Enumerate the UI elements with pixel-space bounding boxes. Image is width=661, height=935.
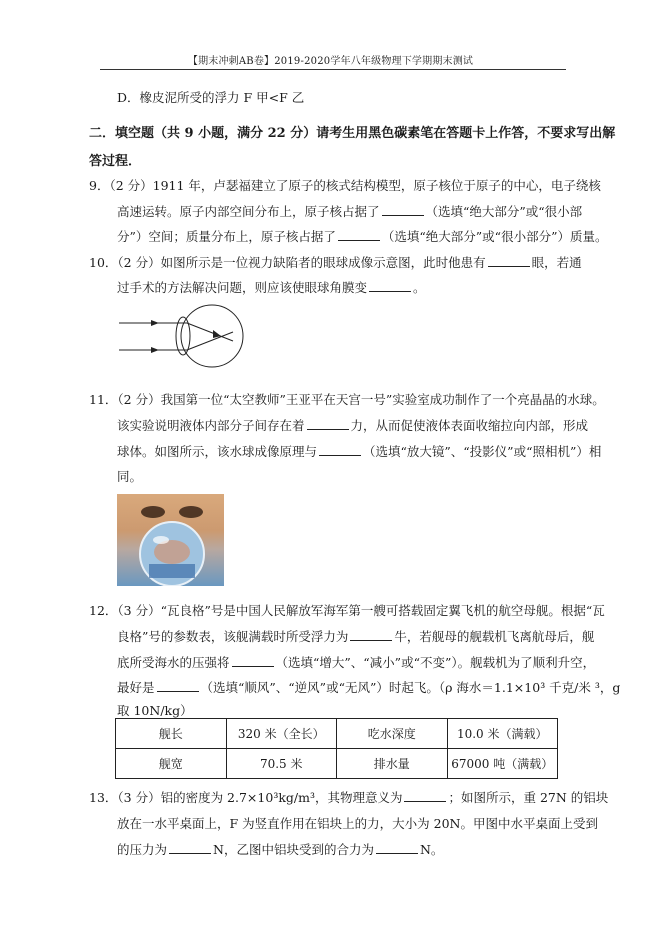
answer-blank[interactable] — [488, 254, 530, 267]
table-cell: 排水量 — [337, 749, 448, 779]
q9-line3: 分”）空间；质量分布上，原子核占据了 （选填“绝大部分”或“很小部分”）质量。 — [117, 229, 608, 244]
answer-blank[interactable] — [376, 841, 418, 854]
q12-line1: 12．（3 分）“瓦良格”号是中国人民解放军海军第一艘可搭载固定翼飞机的航空母舰。根据“瓦 — [89, 603, 605, 618]
option-d: D．橡皮泥所受的浮力 F 甲<F 乙 — [117, 90, 305, 105]
table-cell: 舰长 — [116, 719, 227, 749]
table-cell: 舰宽 — [116, 749, 227, 779]
table-cell: 320 米（全长） — [226, 719, 337, 749]
table-cell: 70.5 米 — [226, 749, 337, 779]
q11-line1: 11．（2 分）我国第一位“太空教师”王亚平在天宫一号”实验室成功制作了一个亮晶晶的水球。 — [89, 392, 605, 407]
ray-arrow-lower — [151, 347, 159, 353]
q13-line2: 放在一水平桌面上，F 为竖直作用在铝块上的力，大小为 20N。甲图中水平桌面上受到 — [117, 816, 598, 831]
answer-blank[interactable] — [382, 203, 424, 216]
q13-line3: 的压力为 N，乙图中铝块受到的合力为 N。 — [117, 842, 444, 857]
answer-blank[interactable] — [404, 789, 446, 802]
q12-line3: 底所受海水的压强将 （选填“增大”、“减小”或“不变”）。舰载机为了顺利升空， — [117, 655, 596, 670]
q9-line2: 高速运转。原子内部空间分布上，原子核占据了 （选填“绝大部分”或“很小部 — [117, 204, 583, 219]
answer-blank[interactable] — [307, 417, 349, 430]
water-ball-image — [117, 494, 224, 586]
carrier-parameter-table — [115, 718, 558, 779]
q13-line1: 13．（3 分）铝的密度为 2.7×10³kg/m³，其物理意义为 ；如图所示，重 27N 的铝块 — [89, 790, 609, 805]
refracted-ray-lower — [187, 332, 233, 350]
answer-blank[interactable] — [169, 841, 211, 854]
q12-line4: 最好是 （选填“顺风”、“逆风”或“无风”）时起飞。（ρ 海水＝1.1×10³ 千克/米 ³，g — [117, 680, 621, 695]
q12-line2: 良格”号的参数表，该舰满载时所受浮力为 牛，若舰母的舰载机飞离航母后，舰 — [117, 629, 595, 644]
answer-blank[interactable] — [338, 228, 380, 241]
answer-blank[interactable] — [232, 654, 274, 667]
table-cell: 67000 吨（满载） — [447, 749, 558, 779]
ray-arrow-upper — [151, 320, 159, 326]
table-row — [116, 749, 558, 779]
refracted-ray-upper — [187, 323, 233, 341]
answer-blank[interactable] — [350, 628, 392, 641]
section-title: 二．填空题（共 9 小题，满分 22 分）请考生用黑色碳素笔在答题卡上作答，不要求写出解 — [89, 126, 616, 141]
table-cell: 吃水深度 — [337, 719, 448, 749]
q10-line2: 过手术的方法解决问题，则应该使眼球角膜变 。 — [117, 280, 426, 295]
q11-line4: 同。 — [117, 469, 143, 484]
table-row — [116, 719, 558, 749]
q11-line3: 球体。如图所示，该水球成像原理与 （选填“放大镜”、“投影仪”或“照相机”）相 — [117, 444, 602, 459]
answer-blank[interactable] — [319, 443, 361, 456]
q9-line1: 9．（2 分）1911 年，卢瑟福建立了原子的核式结构模型，原子核位于原子的中心，电子绕核 — [89, 178, 601, 193]
eye-diagram — [117, 303, 257, 373]
answer-blank[interactable] — [369, 279, 411, 292]
water-ball-photo — [117, 494, 224, 586]
table-cell: 10.0 米（满载） — [447, 719, 558, 749]
q10-line1: 10．（2 分）如图所示是一位视力缺陷者的眼球成像示意图，此时他患有 眼，若通 — [89, 255, 582, 270]
page-header: 【期末冲刺AB卷】2019-2020学年八年级物理下学期期末测试 — [187, 56, 474, 67]
q12-line5: 取 10N/kg） — [117, 703, 193, 718]
answer-blank[interactable] — [157, 679, 199, 692]
q11-line2: 该实验说明液体内部分子间存在着 力，从而促使液体表面收缩拉向内部，形成 — [117, 418, 589, 433]
header-divider — [100, 69, 566, 70]
section-title-cont: 答过程． — [89, 154, 142, 169]
